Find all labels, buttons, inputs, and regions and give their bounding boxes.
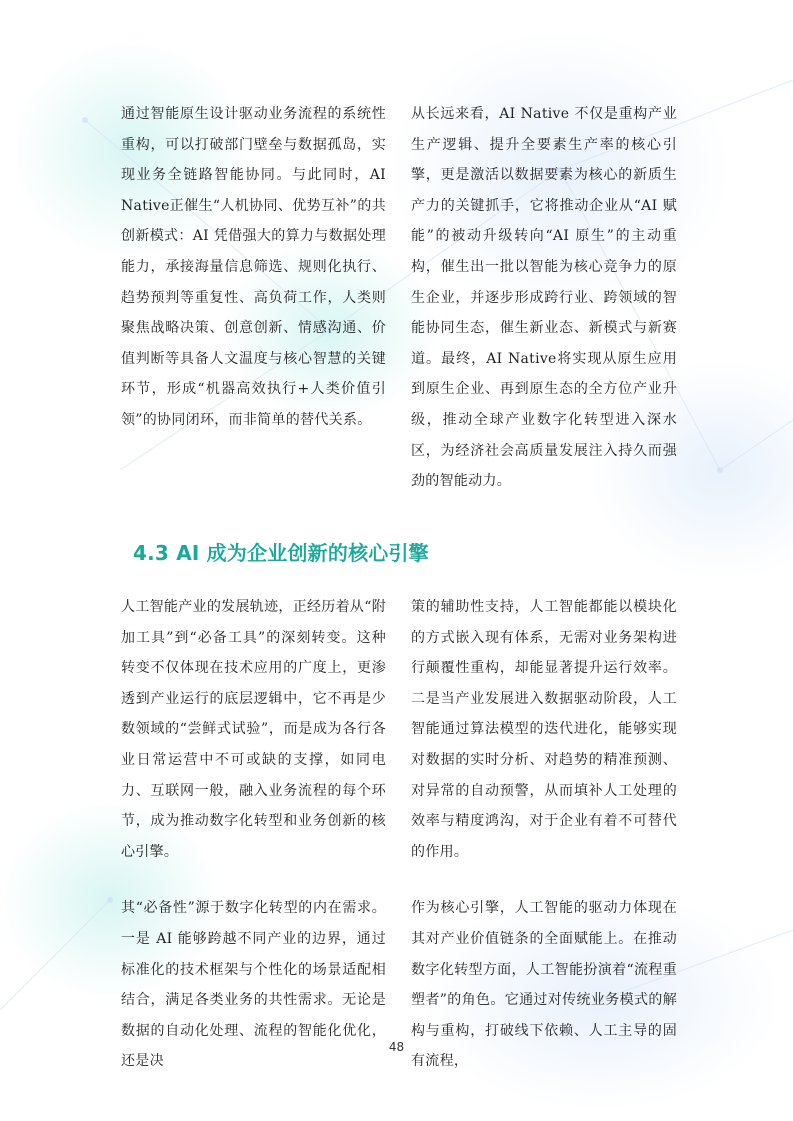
top-left-column <box>121 99 386 436</box>
body-paragraph: 其“必备性”源于数字化转型的内在需求。一是 AI 能够跨越不同产业的边界，通过标准化的技术框架与个性化的场景适配相结合，满足各类业务的共性需求。无论是数据的自动化处理、流程的智能化优化，还是决 <box>121 900 386 1070</box>
body-paragraph: 从长远来看，AI Native 不仅是重构产业生产逻辑、提升全要素生产率的核心引擎，更是激活以数据要素为核心的新质生产力的关键抓手，它将推动企业从“AI 赋能”的被动升级转向“AI 原生”的主动重构，催生出一批以智能为核心竞争力的原生企业，并逐步形成跨行业、跨领域的智能协同生态，催生新业态、新模式与新赛道。最终，AI Native将实现从原生应用到原生企业、再到原生态的全方位产业升级，推动全球产业数字化转型进入深水区，为经济社会高质量发展注入持久而强劲的智能动力。 <box>411 106 677 490</box>
body-paragraph: 通过智能原生设计驱动业务流程的系统性重构，可以打破部门壁垒与数据孤岛，实现业务全链路智能协同。与此同时，AI Native正催生“人机协同、优势互补”的共创新模式：AI 凭借强大的算力与数据处理能力，承接海量信息筛选、规则化执行、趋势预判等重复性、高负荷工作，人类则聚焦战略决策、创意创新、情感沟通、价值判断等具备人文温度与核心智慧的关键环节，形成“机器高效执行+人类价值引领”的协同闭环，而非简单的替代关系。 <box>121 106 386 428</box>
body-paragraph: 策的辅助性支持，人工智能都能以模块化的方式嵌入现有体系，无需对业务架构进行颠覆性重构，却能显著提升运行效率。二是当产业发展进入数据驱动阶段，人工智能通过算法模型的迭代进化，能够实现对数据的实时分析、对趋势的精准预测、对异常的自动预警，从而填补人工处理的效率与精度鸿沟，对于企业有着不可替代的作用。 <box>411 599 677 860</box>
body-paragraph: 作为核心引擎，人工智能的驱动力体现在其对产业价值链条的全面赋能上。在推动数字化转型方面，人工智能扮演着“流程重塑者”的角色。它通过对传统业务模式的解构与重构，打破线下依赖、人工主导的固有流程， <box>411 900 677 1070</box>
bottom-left-column <box>121 592 386 1077</box>
bottom-right-column <box>411 592 677 1077</box>
top-right-column <box>411 99 677 497</box>
body-paragraph: 人工智能产业的发展轨迹，正经历着从“附加工具”到“必备工具”的深刻转变。这种转变不仅体现在技术应用的广度上，更渗透到产业运行的底层逻辑中，它不再是少数领域的“尝鲜式试验”，而是成为各行各业日常运营中不可或缺的支撑，如同电力、互联网一般，融入业务流程的每个环节，成为推动数字化转型和业务创新的核心引擎。 <box>121 599 386 860</box>
page-number: 48 <box>388 1040 405 1054</box>
section-heading: 4.3 AI 成为企业创新的核心引擎 <box>133 541 429 565</box>
